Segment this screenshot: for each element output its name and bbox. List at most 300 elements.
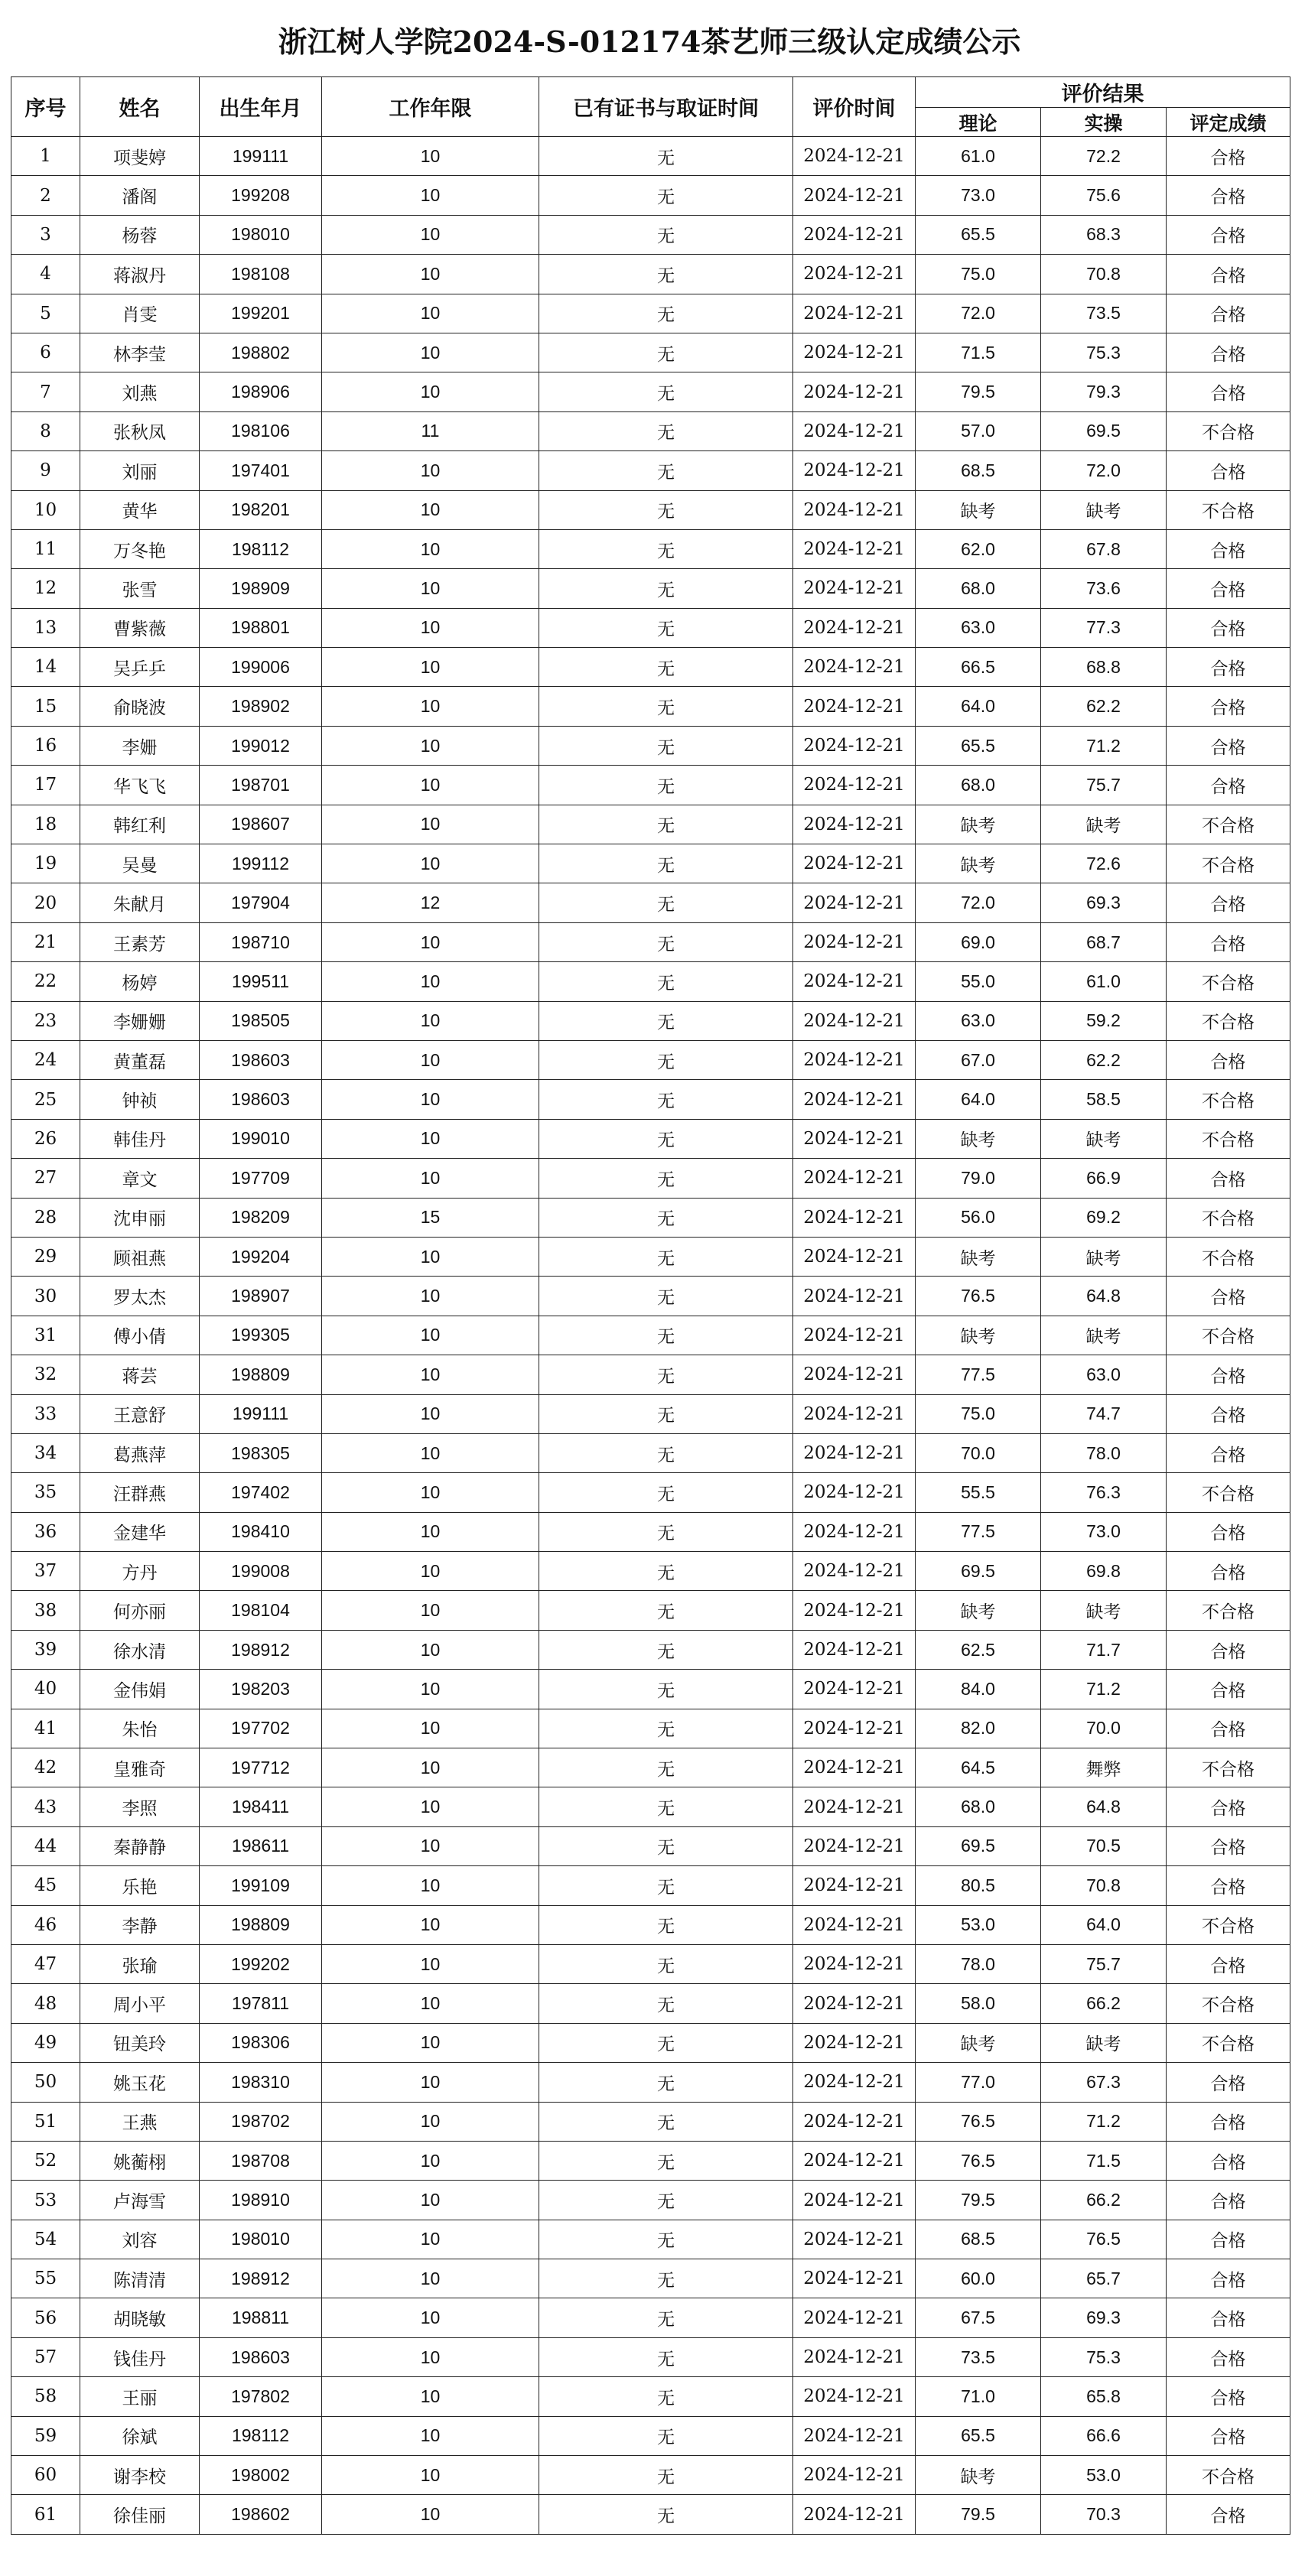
cell-date: 2024-12-21 [793,1905,916,1944]
cell-birth: 197712 [200,1748,322,1787]
cell-grade: 合格 [1167,648,1290,687]
cell-birth: 198708 [200,2141,322,2180]
cell-birth: 198801 [200,608,322,647]
cell-years: 10 [322,1040,539,1079]
cell-practice: 69.8 [1041,1552,1167,1591]
cell-date: 2024-12-21 [793,1277,916,1316]
cell-date: 2024-12-21 [793,1512,916,1551]
cell-years: 10 [322,176,539,215]
cell-grade: 合格 [1167,1040,1290,1079]
cell-years: 10 [322,2495,539,2534]
table-row [11,805,1290,844]
header-date: 评价时间 [793,77,916,137]
cell-cert: 无 [539,1316,793,1355]
table-row [11,1080,1290,1119]
cell-no: 47 [11,1944,80,1983]
cell-no: 5 [11,294,80,333]
cell-grade: 合格 [1167,333,1290,372]
cell-practice: 72.6 [1041,844,1167,883]
cell-years: 10 [322,1277,539,1316]
table-row [11,2023,1290,2062]
cell-years: 10 [322,2337,539,2376]
cell-grade: 合格 [1167,1394,1290,1433]
cell-cert: 无 [539,215,793,254]
cell-theory: 69.0 [916,922,1041,961]
cell-theory: 76.5 [916,1277,1041,1316]
cell-practice: 75.7 [1041,1944,1167,1983]
cell-name: 肖雯 [80,294,200,333]
cell-birth: 198603 [200,1040,322,1079]
cell-name: 杨蓉 [80,215,200,254]
cell-theory: 缺考 [916,1591,1041,1630]
table-row [11,333,1290,372]
cell-date: 2024-12-21 [793,2259,916,2298]
cell-name: 韩红利 [80,805,200,844]
cell-cert: 无 [539,1984,793,2023]
cell-birth: 199010 [200,1119,322,1158]
cell-grade: 合格 [1167,1670,1290,1709]
cell-name: 钱佳丹 [80,2337,200,2376]
cell-theory: 53.0 [916,1905,1041,1944]
cell-grade: 不合格 [1167,1748,1290,1787]
cell-birth: 198809 [200,1355,322,1394]
cell-theory: 62.5 [916,1630,1041,1669]
cell-date: 2024-12-21 [793,176,916,215]
cell-cert: 无 [539,2377,793,2416]
table-row [11,1473,1290,1512]
cell-practice: 64.8 [1041,1787,1167,1826]
page-title: 浙江树人学院2024-S-012174茶艺师三级认定成绩公示 [278,24,1021,59]
cell-birth: 198010 [200,2220,322,2259]
cell-theory: 69.5 [916,1552,1041,1591]
cell-theory: 71.5 [916,333,1041,372]
cell-birth: 199111 [200,137,322,176]
results-table [11,76,1290,2535]
cell-birth: 199008 [200,1552,322,1591]
cell-date: 2024-12-21 [793,255,916,294]
cell-date: 2024-12-21 [793,1473,916,1512]
cell-no: 13 [11,608,80,647]
cell-grade: 合格 [1167,2259,1290,2298]
cell-name: 王意舒 [80,1394,200,1433]
cell-name: 钮美玲 [80,2023,200,2062]
table-row [11,1512,1290,1551]
cell-date: 2024-12-21 [793,608,916,647]
cell-date: 2024-12-21 [793,1787,916,1826]
cell-birth: 198411 [200,1787,322,1826]
table-row [11,1905,1290,1944]
cell-birth: 198802 [200,333,322,372]
table-row [11,1277,1290,1316]
cell-years: 10 [322,2141,539,2180]
cell-cert: 无 [539,176,793,215]
cell-cert: 无 [539,844,793,883]
cell-cert: 无 [539,2456,793,2495]
cell-grade: 不合格 [1167,1198,1290,1237]
cell-name: 刘燕 [80,372,200,411]
cell-date: 2024-12-21 [793,1591,916,1630]
cell-date: 2024-12-21 [793,294,916,333]
cell-birth: 198611 [200,1826,322,1865]
cell-years: 15 [322,1198,539,1237]
cell-theory: 73.0 [916,176,1041,215]
cell-birth: 199208 [200,176,322,215]
cell-no: 11 [11,529,80,568]
cell-cert: 无 [539,1866,793,1905]
cell-theory: 62.0 [916,529,1041,568]
header-birth: 出生年月 [200,77,322,137]
cell-date: 2024-12-21 [793,1944,916,1983]
cell-name: 何亦丽 [80,1591,200,1630]
header-name: 姓名 [80,77,200,137]
cell-name: 张雪 [80,569,200,608]
cell-date: 2024-12-21 [793,411,916,450]
cell-years: 10 [322,1905,539,1944]
cell-name: 张秋凤 [80,411,200,450]
cell-no: 29 [11,1237,80,1276]
cell-theory: 76.5 [916,2141,1041,2180]
cell-date: 2024-12-21 [793,1670,916,1709]
cell-theory: 55.5 [916,1473,1041,1512]
cell-date: 2024-12-21 [793,451,916,490]
cell-theory: 68.0 [916,569,1041,608]
cell-theory: 78.0 [916,1944,1041,1983]
cell-cert: 无 [539,333,793,372]
cell-cert: 无 [539,2416,793,2455]
cell-name: 秦静静 [80,1826,200,1865]
cell-years: 10 [322,726,539,765]
cell-practice: 64.8 [1041,1277,1167,1316]
cell-birth: 198106 [200,411,322,450]
cell-no: 44 [11,1826,80,1865]
cell-practice: 71.2 [1041,2102,1167,2141]
cell-grade: 合格 [1167,1709,1290,1748]
cell-date: 2024-12-21 [793,1433,916,1472]
table-row [11,255,1290,294]
cell-name: 皇雅奇 [80,1748,200,1787]
cell-theory: 61.0 [916,137,1041,176]
cell-name: 李姗姗 [80,1001,200,1040]
cell-cert: 无 [539,1355,793,1394]
cell-years: 12 [322,883,539,922]
cell-no: 42 [11,1748,80,1787]
cell-theory: 56.0 [916,1198,1041,1237]
cell-birth: 199111 [200,1394,322,1433]
cell-years: 10 [322,2456,539,2495]
cell-practice: 63.0 [1041,1355,1167,1394]
cell-years: 10 [322,2102,539,2141]
cell-name: 林李莹 [80,333,200,372]
cell-practice: 67.8 [1041,529,1167,568]
cell-no: 28 [11,1198,80,1237]
cell-theory: 72.0 [916,883,1041,922]
cell-cert: 无 [539,1394,793,1433]
cell-birth: 197811 [200,1984,322,2023]
cell-name: 金建华 [80,1512,200,1551]
cell-grade: 不合格 [1167,490,1290,529]
cell-grade: 合格 [1167,2102,1290,2141]
cell-years: 10 [322,137,539,176]
cell-cert: 无 [539,2023,793,2062]
cell-theory: 缺考 [916,490,1041,529]
cell-theory: 缺考 [916,805,1041,844]
cell-practice: 缺考 [1041,2023,1167,2062]
cell-practice: 69.5 [1041,411,1167,450]
cell-cert: 无 [539,1473,793,1512]
cell-theory: 64.5 [916,1748,1041,1787]
cell-birth: 198602 [200,2495,322,2534]
cell-grade: 合格 [1167,1277,1290,1316]
cell-practice: 75.6 [1041,176,1167,215]
cell-grade: 不合格 [1167,2456,1290,2495]
cell-cert: 无 [539,1237,793,1276]
cell-theory: 72.0 [916,294,1041,333]
table-row [11,2456,1290,2495]
cell-birth: 199511 [200,962,322,1001]
cell-cert: 无 [539,608,793,647]
cell-grade: 合格 [1167,766,1290,805]
cell-birth: 198702 [200,2102,322,2141]
table-row [11,1944,1290,1983]
cell-cert: 无 [539,451,793,490]
cell-grade: 合格 [1167,1944,1290,1983]
cell-date: 2024-12-21 [793,215,916,254]
cell-cert: 无 [539,1826,793,1865]
cell-grade: 合格 [1167,372,1290,411]
cell-grade: 不合格 [1167,1316,1290,1355]
cell-years: 10 [322,215,539,254]
cell-name: 朱怡 [80,1709,200,1748]
cell-theory: 68.0 [916,1787,1041,1826]
cell-practice: 73.0 [1041,1512,1167,1551]
cell-years: 10 [322,1433,539,1472]
cell-name: 徐佳丽 [80,2495,200,2534]
table-row [11,1394,1290,1433]
cell-name: 曹紫薇 [80,608,200,647]
cell-grade: 合格 [1167,883,1290,922]
cell-no: 8 [11,411,80,450]
cell-theory: 77.5 [916,1355,1041,1394]
cell-date: 2024-12-21 [793,2102,916,2141]
cell-grade: 合格 [1167,1630,1290,1669]
cell-cert: 无 [539,1944,793,1983]
cell-no: 45 [11,1866,80,1905]
cell-practice: 67.3 [1041,2063,1167,2102]
cell-birth: 198912 [200,2259,322,2298]
cell-name: 卢海雪 [80,2181,200,2220]
cell-cert: 无 [539,1080,793,1119]
cell-years: 10 [322,2298,539,2337]
table-row [11,1670,1290,1709]
cell-name: 项斐婷 [80,137,200,176]
cell-grade: 合格 [1167,1787,1290,1826]
cell-cert: 无 [539,687,793,726]
cell-cert: 无 [539,529,793,568]
cell-no: 9 [11,451,80,490]
cell-no: 2 [11,176,80,215]
cell-practice: 71.7 [1041,1630,1167,1669]
cell-theory: 69.5 [916,1826,1041,1865]
table-row [11,2102,1290,2141]
cell-grade: 合格 [1167,1866,1290,1905]
cell-grade: 不合格 [1167,844,1290,883]
cell-theory: 75.0 [916,255,1041,294]
table-row [11,1433,1290,1472]
cell-date: 2024-12-21 [793,1355,916,1394]
cell-date: 2024-12-21 [793,922,916,961]
cell-birth: 198108 [200,255,322,294]
cell-practice: 59.2 [1041,1001,1167,1040]
cell-cert: 无 [539,648,793,687]
cell-years: 10 [322,1944,539,1983]
cell-years: 10 [322,2220,539,2259]
cell-birth: 197401 [200,451,322,490]
cell-practice: 53.0 [1041,2456,1167,2495]
cell-grade: 合格 [1167,215,1290,254]
cell-practice: 64.0 [1041,1905,1167,1944]
cell-years: 10 [322,687,539,726]
cell-years: 10 [322,1709,539,1748]
cell-grade: 合格 [1167,569,1290,608]
cell-theory: 57.0 [916,411,1041,450]
cell-years: 10 [322,451,539,490]
table-row [11,1355,1290,1394]
cell-birth: 199305 [200,1316,322,1355]
cell-no: 56 [11,2298,80,2337]
cell-no: 6 [11,333,80,372]
cell-cert: 无 [539,1040,793,1079]
cell-name: 李照 [80,1787,200,1826]
cell-no: 21 [11,922,80,961]
cell-years: 10 [322,490,539,529]
cell-date: 2024-12-21 [793,1826,916,1865]
cell-practice: 66.2 [1041,2181,1167,2220]
cell-theory: 67.0 [916,1040,1041,1079]
table-row [11,176,1290,215]
cell-practice: 73.6 [1041,569,1167,608]
cell-cert: 无 [539,1198,793,1237]
cell-grade: 不合格 [1167,962,1290,1001]
cell-date: 2024-12-21 [793,2298,916,2337]
cell-date: 2024-12-21 [793,648,916,687]
cell-years: 10 [322,1080,539,1119]
cell-no: 36 [11,1512,80,1551]
cell-no: 35 [11,1473,80,1512]
table-row [11,1316,1290,1355]
cell-theory: 79.5 [916,2181,1041,2220]
cell-no: 31 [11,1316,80,1355]
table-row [11,2259,1290,2298]
cell-practice: 70.5 [1041,1826,1167,1865]
cell-theory: 71.0 [916,2377,1041,2416]
cell-years: 10 [322,1001,539,1040]
cell-theory: 缺考 [916,844,1041,883]
cell-cert: 无 [539,1001,793,1040]
cell-name: 徐水清 [80,1630,200,1669]
table-row [11,883,1290,922]
cell-cert: 无 [539,1552,793,1591]
cell-practice: 68.7 [1041,922,1167,961]
cell-grade: 合格 [1167,1512,1290,1551]
cell-birth: 198811 [200,2298,322,2337]
cell-grade: 合格 [1167,176,1290,215]
cell-name: 刘丽 [80,451,200,490]
cell-no: 32 [11,1355,80,1394]
cell-grade: 合格 [1167,2337,1290,2376]
cell-years: 10 [322,2259,539,2298]
cell-practice: 69.3 [1041,2298,1167,2337]
cell-birth: 198410 [200,1512,322,1551]
cell-grade: 不合格 [1167,1473,1290,1512]
cell-theory: 缺考 [916,1237,1041,1276]
header-no: 序号 [11,77,80,137]
cell-birth: 198306 [200,2023,322,2062]
cell-years: 10 [322,805,539,844]
cell-no: 49 [11,2023,80,2062]
cell-date: 2024-12-21 [793,1001,916,1040]
table-row [11,1237,1290,1276]
cell-theory: 76.5 [916,2102,1041,2141]
cell-no: 10 [11,490,80,529]
cell-years: 10 [322,766,539,805]
cell-practice: 缺考 [1041,1316,1167,1355]
cell-no: 37 [11,1552,80,1591]
cell-name: 汪群燕 [80,1473,200,1512]
cell-name: 李静 [80,1905,200,1944]
cell-no: 41 [11,1709,80,1748]
cell-years: 10 [322,1355,539,1394]
table-body [11,137,1290,2535]
cell-years: 10 [322,294,539,333]
cell-years: 10 [322,1119,539,1158]
cell-practice: 缺考 [1041,1591,1167,1630]
cell-cert: 无 [539,1670,793,1709]
cell-name: 方丹 [80,1552,200,1591]
cell-cert: 无 [539,1119,793,1158]
cell-date: 2024-12-21 [793,2337,916,2376]
cell-no: 40 [11,1670,80,1709]
cell-name: 华飞飞 [80,766,200,805]
cell-practice: 76.5 [1041,2220,1167,2259]
cell-years: 10 [322,2416,539,2455]
table-row [11,648,1290,687]
table-row [11,1119,1290,1158]
cell-practice: 79.3 [1041,372,1167,411]
cell-name: 李姗 [80,726,200,765]
cell-practice: 70.8 [1041,1866,1167,1905]
cell-birth: 199006 [200,648,322,687]
cell-grade: 不合格 [1167,1905,1290,1944]
cell-name: 俞晓波 [80,687,200,726]
cell-grade: 不合格 [1167,1080,1290,1119]
cell-theory: 80.5 [916,1866,1041,1905]
cell-no: 26 [11,1119,80,1158]
cell-no: 22 [11,962,80,1001]
cell-practice: 69.2 [1041,1198,1167,1237]
cell-practice: 70.0 [1041,1709,1167,1748]
cell-no: 19 [11,844,80,883]
cell-birth: 199204 [200,1237,322,1276]
cell-years: 10 [322,1159,539,1198]
table-row [11,1552,1290,1591]
cell-theory: 55.0 [916,962,1041,1001]
cell-years: 10 [322,922,539,961]
cell-practice: 76.3 [1041,1473,1167,1512]
cell-theory: 缺考 [916,1119,1041,1158]
cell-cert: 无 [539,490,793,529]
cell-birth: 199112 [200,844,322,883]
cell-name: 杨婷 [80,962,200,1001]
